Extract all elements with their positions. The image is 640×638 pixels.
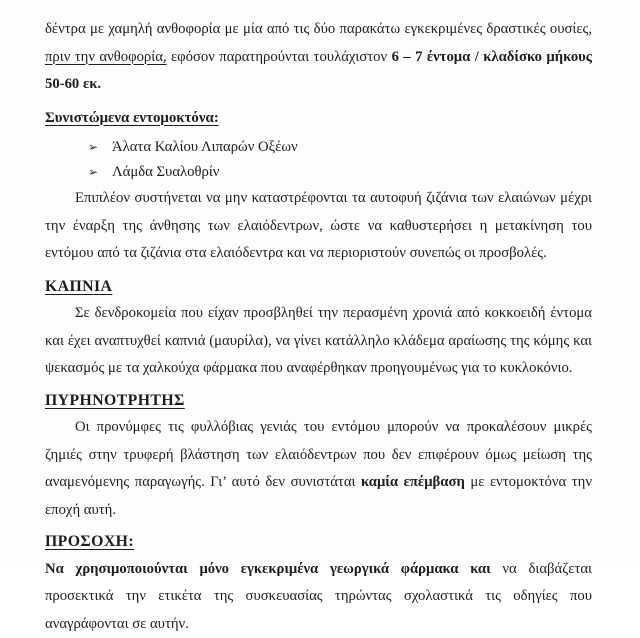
prosochi-text-end: να διαβάζεται προσεκτικά την ετικέτα της συσκευασίας τηρώντας σχολαστικά τις οδηγίες που αναγράφονται σε αυτήν. xyxy=(45,561,592,632)
paragraph-weeds-advice: Επιπλέον συστήνεται να μην καταστρέφονται τα αυτοφυή ζιζάνια των ελαιώνων μέχρι την έναρξη της άνθησης των ελαιόδεντρων, ώστε να καθυστερήσει η μετακίνηση του εντόμου από τα ζιζάνια στα ελαιόδεντρα και να περιοριστούν συνεπώς οι προσβολές. xyxy=(45,185,592,268)
insecticide-list xyxy=(45,135,592,185)
section-heading-pyrinotritis-label: ΠΥΡΗΝΟΤΡΗΤΗΣ xyxy=(45,392,185,409)
section-heading-prosochi xyxy=(45,528,592,556)
paragraph-kapnia: Σε δενδροκομεία που είχαν προσβληθεί την περασμένη χρονιά από κοκκοειδή έντομα και έχει αναπτυχθεί καπνιά (μαυρίλα), να γίνει κατάλληλο κλάδεμα αραίωσης της κόμης και ψεκασμός με τα χαλκούχα φάρμακα που αναφέρθηκαν προηγουμένως για το κυκλοκόνιο. xyxy=(45,300,592,383)
heading-recommended-insecticides xyxy=(45,105,592,133)
list-item-insecticide-1 xyxy=(45,135,592,160)
intro-text-middle: εφόσον παρατηρούνται τουλάχιστον xyxy=(167,49,392,65)
list-item-insecticide-1-label: Άλατα Καλίου Λιπαρών Οξέων xyxy=(112,139,298,155)
intro-bold-threshold: 6 – 7 έντομα / κλαδίσκο μήκους 50-60 εκ. xyxy=(45,49,592,93)
paragraph-pyrinotritis xyxy=(45,414,592,524)
intro-text-start: δέντρα με χαμηλή ανθοφορία με μία από τις δύο παρακάτω εγκεκριμένες δραστικές ουσίες, xyxy=(45,21,592,37)
pyrinotritis-text-end: με εντομοκτόνα την εποχή αυτή. xyxy=(45,474,592,518)
intro-underlined-phrase: πριν την ανθοφορία, xyxy=(45,49,167,65)
list-item-insecticide-2-label: Λάμδα Συαλοθρίν xyxy=(112,164,219,180)
section-heading-prosochi-label: ΠΡΟΣΟΧΗ: xyxy=(45,533,134,550)
paragraph-prosochi xyxy=(45,556,592,638)
heading-recommended-insecticides-label: Συνιστώμενα εντομοκτόνα: xyxy=(45,110,219,126)
paragraph-intro xyxy=(45,16,592,99)
pyrinotritis-text-start: Οι προνύμφες τις φυλλόβιας γενιάς του εντόμου μπορούν να προκαλέσουν μικρές ζημιές στην τρυφερή βλάστηση των ελαιόδεντρων που δεν επιφέρουν όμως μείωση της αναμενόμενης παραγωγής. Γι’ αυτό δεν συνιστάται xyxy=(45,419,592,490)
section-heading-pyrinotritis xyxy=(45,387,592,415)
arrow-bullet-icon: ➢ xyxy=(88,135,112,160)
prosochi-bold-start: Να χρησιμοποιούνται μόνο εγκεκριμένα γεωργικά φάρμακα και xyxy=(45,561,491,577)
pyrinotritis-bold-phrase: καμία επέμβαση xyxy=(361,474,465,490)
arrow-bullet-icon: ➢ xyxy=(88,160,112,185)
section-heading-kapnia xyxy=(45,273,592,301)
list-item-insecticide-2 xyxy=(45,160,592,185)
section-heading-kapnia-label: ΚΑΠΝΙΑ xyxy=(45,278,112,295)
